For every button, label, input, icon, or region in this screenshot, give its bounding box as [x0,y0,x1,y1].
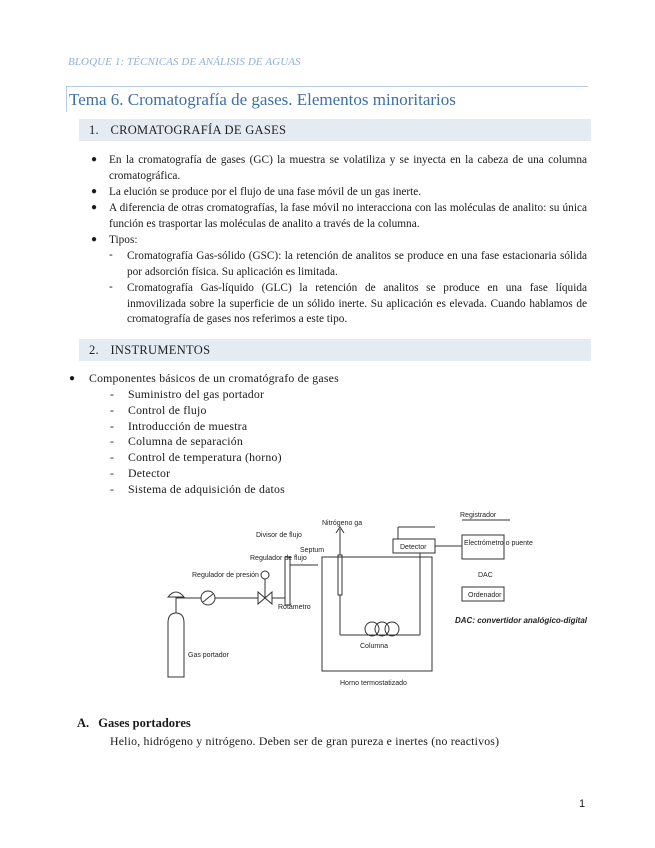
diagram-label-ordenador: Ordenador [468,592,502,599]
component-label: Introducción de muestra [128,418,248,433]
component-label: Control de flujo [128,402,207,417]
subsection-a-letter: A. [77,716,90,730]
subsection-a-heading [77,716,191,731]
pressure-regulator-icon [168,592,184,597]
subsection-a-title: Gases portadores [98,716,191,730]
subsection-a-text: Helio, hidrógeno y nitrógeno. Deben ser de gran pureza e inertes (no reactivos) [110,734,500,748]
diagram-label-regulador-flujo: Regulador de flujo [250,555,307,562]
gas-cylinder-icon [168,613,184,677]
component-label: Control de temperatura (horno) [128,450,282,465]
component-label: Sistema de adquisición de datos [128,481,285,496]
components-list [110,387,285,498]
diagram-label-dac-caption: DAC: convertidor analógico-digital [455,616,588,625]
page-number: 1 [579,798,586,810]
list-item: - Suministro del gas portador [110,387,265,401]
dash-marker: - [109,281,113,293]
rotameter-icon [285,557,290,605]
diagram-label-divisor: Divisor de flujo [256,532,302,539]
diagram-label-registrador: Registrador [460,512,497,519]
list-item: - Control de flujo [110,402,207,417]
list-item: Cromatografía Gas-líquido (GLC) la retención de analitos se produce en una fase líquida inmovilizada sobre la superficie de un sólido inerte. Su aplicación es elevada. Cuando hablamos de cromatografía de gases nos referimos a este tipo. [127,282,587,326]
component-label: Suministro del gas portador [128,387,265,401]
section-1-number: 1. [89,123,99,137]
list-item: La elución se produce por el flujo de una fase móvil de un gas inerte. [109,186,422,198]
diagram-label-rotametro: Rotámetro [278,604,311,611]
diagram-label-regulador-presion: Regulador de presión [192,572,259,579]
diagram-label-nitrogen: Nitrógeno ga [322,520,363,527]
section-1-heading [79,119,591,141]
diagram-label-dac: DAC [478,572,493,579]
injector-icon [338,555,342,595]
list-item: A diferencia de otras cromatografías, la fase móvil no interacciona con las moléculas de analito: su única función es trasportar las moléculas de analito a través de la columna. [109,202,587,230]
list-item: Componentes básicos de un cromatógrafo de gases [89,371,339,385]
component-label: Columna de separación [128,434,243,449]
block-header: BLOQUE 1: TÉCNICAS DE ANÁLISIS DE AGUAS [68,56,301,68]
section-2-heading [79,339,591,361]
list-item: - Introducción de muestra [110,418,248,433]
list-item: En la cromatografía de gases (GC) la muestra se volatiliza y se inyecta en la cabeza de una columna cromatográfica. [109,154,587,182]
list-item: - Control de temperatura (horno) [110,450,282,465]
list-item: Cromatografía Gas-sólido (GSC): la retención de analitos se produce en una fase estacionaria sólida por adsorción física. Su aplicación es limitada. [127,250,587,278]
list-item: - Sistema de adquisición de datos [110,481,285,496]
bullet-dot: ● [91,234,98,245]
diagram-label-septum: Septum [300,547,325,554]
electrometer-box [462,535,504,559]
bullet-dot: ● [91,202,98,213]
bullet-dot: ● [69,373,76,384]
diagram-label-detector: Detector [400,544,427,551]
list-item: Tipos: [109,234,138,246]
diagram-label-columna: Columna [360,643,389,650]
diagram-label-horno: Horno termostatizado [340,680,407,687]
section-1-title: CROMATOGRAFÍA DE GASES [110,123,287,137]
bullet-dot: ● [91,154,98,165]
component-label: Detector [128,465,171,480]
dash-marker: - [109,249,113,261]
diagram-label-electrometro: Electrómetro o puente [464,540,533,547]
list-item: - Detector [110,465,171,480]
gc-instrument-diagram [150,505,588,697]
bullet-dot: ● [91,186,98,197]
list-item: - Columna de separación [110,434,243,449]
page-title: Tema 6. Cromatografía de gases. Elementos minoritarios [66,86,588,112]
section-2-number: 2. [89,343,99,357]
diagram-label-gas-portador: Gas portador [188,652,229,659]
section-2-title: INSTRUMENTOS [110,343,211,357]
